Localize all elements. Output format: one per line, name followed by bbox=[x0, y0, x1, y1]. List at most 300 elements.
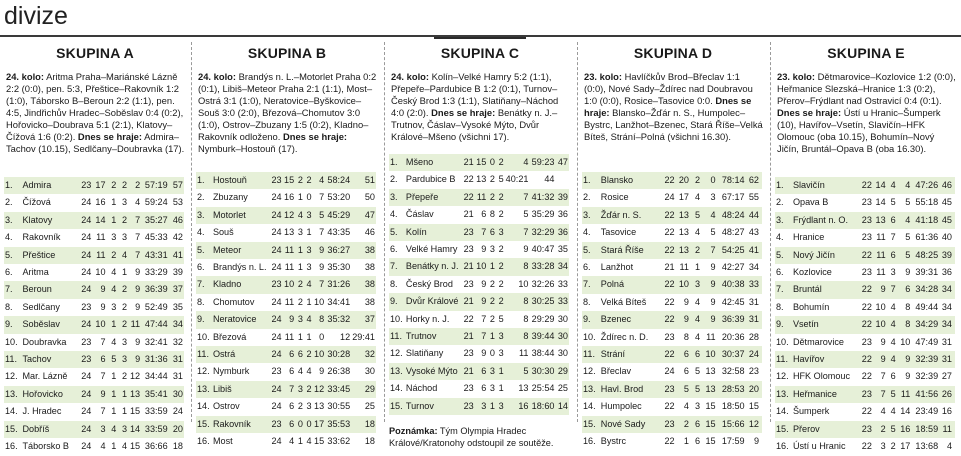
rank-cell: 6. bbox=[4, 264, 21, 281]
rank-cell: 9. bbox=[389, 293, 405, 310]
stat-cell: 6 bbox=[283, 398, 296, 415]
team-cell: Březová bbox=[212, 329, 270, 346]
team-cell: Admira bbox=[21, 177, 77, 194]
rank-cell: 2. bbox=[389, 171, 405, 188]
stat-cell: 22 bbox=[660, 242, 676, 259]
stat-cell: 43 bbox=[746, 224, 760, 241]
stat-cell: 2 bbox=[487, 293, 496, 310]
table-row bbox=[389, 345, 569, 362]
stat-cell: 2 bbox=[117, 299, 128, 316]
today-label: Dnes se hraje: bbox=[428, 107, 496, 118]
round-results bbox=[196, 71, 378, 155]
stat-cell: 1 bbox=[304, 224, 313, 241]
table-row bbox=[196, 276, 376, 293]
table-row bbox=[582, 276, 762, 293]
round-text: Kolín–Velké Hamry 5:2 (1:1), Přepeře–Pardubice B 1:2 (0:1), Turnov–Český Brod 1:3 (1:1), Slatiňany–Náchod 4:0 (2:0). bbox=[391, 71, 559, 118]
stat-cell: 48:25 bbox=[911, 247, 939, 264]
stat-cell: 4 bbox=[117, 247, 128, 264]
rank-cell: 8. bbox=[196, 294, 212, 311]
note-text: Tým Olympia Hradec Králové/Kratonohy odstoupil ze soutěže. bbox=[389, 426, 554, 448]
stat-cell: 42 bbox=[169, 229, 184, 246]
stat-cell: 23 bbox=[858, 386, 873, 403]
stat-cell: 36:27 bbox=[325, 242, 351, 259]
stat-cell: 4 bbox=[690, 294, 701, 311]
stat-cell: 8 bbox=[897, 316, 912, 333]
stat-cell: 21 bbox=[462, 258, 475, 275]
rank-cell: 15. bbox=[389, 398, 405, 415]
stat-cell: 24 bbox=[746, 346, 760, 363]
stat-cell: 24 bbox=[77, 264, 92, 281]
stat-cell: 22 bbox=[660, 294, 676, 311]
stat-cell: 10 bbox=[505, 276, 530, 293]
stat-cell: 1 bbox=[107, 368, 118, 385]
rank-cell: 6. bbox=[389, 241, 405, 258]
stat-cell: 57 bbox=[169, 177, 184, 194]
stat-cell: 13 bbox=[701, 363, 717, 380]
stat-cell: 9 bbox=[897, 368, 912, 385]
stat-cell: 15 bbox=[701, 416, 717, 433]
team-cell: Kolín bbox=[405, 224, 462, 241]
stat-cell: 2 bbox=[487, 189, 496, 206]
stat-cell bbox=[760, 259, 762, 276]
stat-cell: 2 bbox=[117, 281, 128, 298]
rank-cell: 1. bbox=[582, 172, 600, 189]
today-label: Dnes se hraje: bbox=[75, 131, 143, 142]
stat-cell: 39 bbox=[555, 189, 569, 206]
stat-cell: 22 bbox=[462, 189, 475, 206]
group-heading: SKUPINA C bbox=[440, 45, 520, 61]
stat-cell bbox=[760, 363, 762, 380]
stat-cell: 22 bbox=[858, 177, 873, 194]
group-column bbox=[582, 38, 764, 447]
table-row bbox=[4, 281, 184, 298]
stat-cell: 2 bbox=[295, 172, 304, 189]
team-cell: Vsetín bbox=[792, 316, 858, 333]
stat-cell: 11 bbox=[873, 264, 887, 281]
team-cell: Mar. Lázně bbox=[21, 368, 77, 385]
table-row bbox=[775, 299, 955, 316]
rank-cell: 9. bbox=[775, 316, 792, 333]
stat-cell: 7 bbox=[475, 328, 488, 345]
stat-cell: 24 bbox=[270, 224, 283, 241]
rank-cell: 14. bbox=[4, 403, 21, 420]
round-results bbox=[775, 71, 957, 155]
stat-cell: 47:44 bbox=[141, 316, 169, 333]
stat-cell: 18 bbox=[351, 416, 376, 433]
stat-cell: 48:27 bbox=[717, 224, 746, 241]
round-text: Brandýs n. L.–Motorlet Praha 0:2 (0:1), Libiš–Meteor Praha 2:1 (1:1), Most–Ostrá 3:1 (1:0), Neratovice–Byškovice–Souš 3:0 (2:0), Březová–Chomutov 3:0 (1:0), Ostrov–Zbuzany 1:5 (0:2), Kladno–Rakovník odloženo. bbox=[198, 71, 377, 142]
stat-cell: 24 bbox=[270, 259, 283, 276]
stat-cell: 6 bbox=[897, 281, 912, 298]
table-row bbox=[196, 294, 376, 311]
round-label: 24. kolo: bbox=[198, 71, 237, 82]
team-cell: Bystrc bbox=[600, 433, 660, 450]
stat-cell: 6 bbox=[475, 206, 488, 223]
stat-cell: 14 bbox=[92, 212, 106, 229]
stat-cell: 2 bbox=[487, 276, 496, 293]
rank-cell: 3. bbox=[389, 189, 405, 206]
stat-cell: 10 bbox=[873, 299, 887, 316]
stat-cell: 9 bbox=[873, 351, 887, 368]
stat-cell: 34 bbox=[555, 258, 569, 275]
stat-cell: 15 bbox=[701, 433, 717, 450]
stat-cell: 4 bbox=[107, 281, 118, 298]
rank-cell: 1. bbox=[4, 177, 21, 194]
group-column bbox=[196, 38, 378, 447]
stat-cell: 9 bbox=[92, 299, 106, 316]
rank-cell: 7. bbox=[582, 276, 600, 293]
stat-cell: 11 bbox=[92, 229, 106, 246]
table-row bbox=[582, 346, 762, 363]
stat-cell bbox=[953, 351, 955, 368]
table-row bbox=[4, 421, 184, 438]
stat-cell: 57:19 bbox=[141, 177, 169, 194]
stat-cell: 4 bbox=[107, 421, 118, 438]
table-row bbox=[196, 433, 376, 450]
stat-cell: 10 bbox=[283, 276, 296, 293]
stat-cell bbox=[953, 403, 955, 420]
stat-cell: 24 bbox=[77, 229, 92, 246]
rank-cell: 2. bbox=[4, 194, 21, 211]
table-row bbox=[775, 194, 955, 211]
stat-cell: 36 bbox=[939, 264, 953, 281]
stat-cell: 9 bbox=[701, 276, 717, 293]
stat-cell: 17 bbox=[92, 177, 106, 194]
column-divider bbox=[191, 42, 192, 422]
stat-cell: 9 bbox=[313, 259, 326, 276]
stat-cell: 29 bbox=[555, 363, 569, 380]
stat-cell: 8 bbox=[487, 206, 496, 223]
table-row bbox=[775, 438, 955, 455]
rank-cell: 10. bbox=[196, 329, 212, 346]
stat-cell: 6 bbox=[92, 351, 106, 368]
stat-cell: 45:29 bbox=[325, 207, 351, 224]
stat-cell: 3 bbox=[496, 398, 505, 415]
team-cell: HFK Olomouc bbox=[792, 368, 858, 385]
team-cell: Táborsko B bbox=[21, 438, 77, 455]
stat-cell: 24 bbox=[270, 207, 283, 224]
stat-cell: 7 bbox=[92, 368, 106, 385]
stat-cell: 24 bbox=[169, 403, 184, 420]
stat-cell: 24 bbox=[270, 329, 283, 346]
stat-cell: 23 bbox=[746, 363, 760, 380]
stat-cell: 51 bbox=[351, 172, 376, 189]
team-cell: Motorlet bbox=[212, 207, 270, 224]
table-row bbox=[389, 154, 569, 171]
table-row bbox=[196, 189, 376, 206]
stat-cell: 21 bbox=[462, 328, 475, 345]
rank-cell: 8. bbox=[582, 294, 600, 311]
stat-cell: 0 bbox=[487, 345, 496, 362]
stat-cell: 22 bbox=[660, 172, 676, 189]
stat-cell: 13 bbox=[313, 398, 326, 415]
stat-cell: 5 bbox=[496, 311, 505, 328]
stat-cell: 38:44 bbox=[529, 345, 555, 362]
stat-cell: 36:39 bbox=[141, 281, 169, 298]
stat-cell: 4 bbox=[887, 334, 897, 351]
team-cell: Žďár n. S. bbox=[600, 207, 660, 224]
stat-cell: 41 bbox=[169, 247, 184, 264]
team-cell: Velké Hamry bbox=[405, 241, 462, 258]
stat-cell: 30:55 bbox=[325, 398, 351, 415]
stat-cell: 49:44 bbox=[911, 299, 939, 316]
stat-cell: 32:26 bbox=[529, 276, 555, 293]
stat-cell: 8 bbox=[505, 311, 530, 328]
stat-cell: 35:27 bbox=[141, 212, 169, 229]
table-row bbox=[196, 346, 376, 363]
stat-cell: 10 bbox=[475, 258, 488, 275]
rank-cell: 5. bbox=[196, 242, 212, 259]
rank-cell: 1. bbox=[196, 172, 212, 189]
stat-cell: 50 bbox=[351, 189, 376, 206]
table-row bbox=[775, 281, 955, 298]
stat-cell: 11 bbox=[128, 316, 141, 333]
stat-cell: 0 bbox=[295, 416, 304, 433]
rank-cell: 1. bbox=[389, 154, 405, 171]
round-text: Dětmarovice–Kozlovice 1:2 (0:0), Heřmanice Slezská–Hranice 1:3 (0:2), Přerov–Frýdlant nad Ostravicí 0:4 (0:1). bbox=[777, 71, 956, 106]
stat-cell: 5 bbox=[676, 381, 690, 398]
team-cell: Ždírec n. D. bbox=[600, 329, 660, 346]
stat-cell: 24 bbox=[270, 381, 283, 398]
stat-cell: 5 bbox=[690, 207, 701, 224]
stat-cell: 21 bbox=[462, 154, 475, 171]
stat-cell bbox=[953, 438, 955, 455]
stat-cell: 16 bbox=[92, 194, 106, 211]
stat-cell: 62 bbox=[746, 172, 760, 189]
stat-cell: 31 bbox=[939, 334, 953, 351]
rank-cell: 6. bbox=[775, 264, 792, 281]
stat-cell: 7 bbox=[505, 189, 530, 206]
rank-cell: 11. bbox=[196, 346, 212, 363]
group-heading: SKUPINA B bbox=[247, 45, 327, 61]
table-row bbox=[389, 311, 569, 328]
stat-cell: 8 bbox=[676, 329, 690, 346]
today-text: Admira–Tachov (10.15), Sedlčany–Doubravka (17). bbox=[6, 131, 185, 154]
stat-cell: 45:33 bbox=[141, 229, 169, 246]
stat-cell: 15 bbox=[313, 433, 326, 450]
stat-cell: 44 bbox=[746, 207, 760, 224]
team-cell: Slatiňany bbox=[405, 345, 462, 362]
stat-cell bbox=[953, 264, 955, 281]
rank-cell: 13. bbox=[4, 386, 21, 403]
rank-cell: 4. bbox=[389, 206, 405, 223]
today-text: Nymburk–Hostouň (17). bbox=[198, 143, 298, 154]
stat-cell: 43:35 bbox=[325, 224, 351, 241]
stat-cell: 12 bbox=[325, 329, 351, 346]
stat-cell: 22 bbox=[858, 403, 873, 420]
table-row bbox=[775, 334, 955, 351]
rank-cell: 4. bbox=[582, 224, 600, 241]
stat-cell: 23 bbox=[858, 334, 873, 351]
stat-cell: 3 bbox=[690, 398, 701, 415]
stat-cell: 13 bbox=[676, 242, 690, 259]
stat-cell: 9 bbox=[873, 334, 887, 351]
stat-cell: 24 bbox=[77, 421, 92, 438]
team-cell: Dvůr Králové bbox=[405, 293, 462, 310]
stat-cell: 14 bbox=[873, 177, 887, 194]
stat-cell: 8 bbox=[313, 311, 326, 328]
stat-cell: 26:38 bbox=[325, 363, 351, 380]
table-row bbox=[4, 403, 184, 420]
stat-cell: 7 bbox=[128, 229, 141, 246]
stat-cell: 9 bbox=[701, 311, 717, 328]
stat-cell: 2 bbox=[487, 311, 496, 328]
stat-cell: 35:29 bbox=[529, 206, 555, 223]
stat-cell: 45 bbox=[939, 212, 953, 229]
stat-cell: 4 bbox=[701, 207, 717, 224]
stat-cell: 53:20 bbox=[325, 189, 351, 206]
rank-cell: 16. bbox=[196, 433, 212, 450]
table-row bbox=[4, 368, 184, 385]
stat-cell: 1 bbox=[487, 398, 496, 415]
stat-cell: 9 bbox=[475, 293, 488, 310]
stat-cell: 24 bbox=[77, 386, 92, 403]
stat-cell bbox=[760, 207, 762, 224]
stat-cell: 13 bbox=[475, 171, 488, 188]
rank-cell: 6. bbox=[196, 259, 212, 276]
stat-cell: 25 bbox=[555, 380, 569, 397]
table-row bbox=[775, 403, 955, 420]
stat-cell: 1 bbox=[107, 438, 118, 455]
stat-cell: 4 bbox=[304, 363, 313, 380]
stat-cell: 15 bbox=[283, 172, 296, 189]
stat-cell: 24 bbox=[270, 311, 283, 328]
rank-cell: 16. bbox=[4, 438, 21, 455]
stat-cell: 4 bbox=[690, 189, 701, 206]
stat-cell: 0 bbox=[304, 416, 313, 433]
stat-cell: 7 bbox=[475, 224, 488, 241]
stat-cell: 12 bbox=[746, 416, 760, 433]
team-cell: Ostrá bbox=[212, 346, 270, 363]
table-row bbox=[775, 386, 955, 403]
stat-cell: 40:21 bbox=[505, 171, 530, 188]
team-cell: Bzenec bbox=[600, 311, 660, 328]
stat-cell: 34 bbox=[939, 299, 953, 316]
stat-cell: 23 bbox=[270, 363, 283, 380]
stat-cell: 33:62 bbox=[325, 433, 351, 450]
stat-cell: 24 bbox=[77, 247, 92, 264]
table-row bbox=[582, 172, 762, 189]
stat-cell: 1 bbox=[295, 242, 304, 259]
round-text: Aritma Praha–Mariánské Lázně 2:2 (0:0), pen. 5:3, Přeštice–Rakovník 1:2 (1:0), Táborsko B–Beroun 2:2 (1:1), pen. 4:5, Jindřichův Hradec–Soběslav 0:4 (0:2), Hořovicko–Doubrava 5:1 (2:1), Klatovy–Čížová 1:6 (0:2). bbox=[6, 71, 184, 142]
stat-cell: 48:24 bbox=[717, 207, 746, 224]
team-cell: Benátky n. J. bbox=[405, 258, 462, 275]
stat-cell: 31 bbox=[169, 351, 184, 368]
stat-cell: 9 bbox=[701, 259, 717, 276]
team-cell: Náchod bbox=[405, 380, 462, 397]
stat-cell: 6 bbox=[475, 363, 488, 380]
stat-cell: 1 bbox=[295, 189, 304, 206]
stat-cell: 28 bbox=[746, 329, 760, 346]
stat-cell: 6 bbox=[887, 247, 897, 264]
table-row bbox=[389, 189, 569, 206]
stat-cell: 24 bbox=[270, 433, 283, 450]
stat-cell: 23 bbox=[462, 380, 475, 397]
group-column bbox=[389, 38, 571, 448]
round-text: Havlíčkův Brod–Břeclav 1:1 (0:0), Nové Sady–Ždírec nad Doubravou 1:0 (0:0), Rosice–Tasovice 0:0. bbox=[584, 71, 753, 106]
stat-cell: 31 bbox=[746, 311, 760, 328]
team-cell: Ostrov bbox=[212, 398, 270, 415]
stat-cell: 47:49 bbox=[911, 334, 939, 351]
stat-cell: 4 bbox=[505, 154, 530, 171]
stat-cell: 33:28 bbox=[529, 258, 555, 275]
stat-cell: 16 bbox=[897, 421, 912, 438]
team-cell: Kladno bbox=[212, 276, 270, 293]
rank-cell: 13. bbox=[196, 381, 212, 398]
stat-cell: 3 bbox=[295, 381, 304, 398]
rank-cell: 10. bbox=[389, 311, 405, 328]
rank-cell: 14. bbox=[389, 380, 405, 397]
today-text: Ústí u Hranic–Šumperk (10), Havířov–Vsetín, Slavičín–HFK Olomouc (oba 10.15), Bohumín–Nový Jičín, Bruntál–Opava B (oba 16.30). bbox=[777, 107, 941, 154]
stat-cell: 3 bbox=[690, 276, 701, 293]
stat-cell: 38 bbox=[351, 276, 376, 293]
stat-cell: 15 bbox=[746, 398, 760, 415]
stat-cell: 14 bbox=[897, 403, 912, 420]
stat-cell: 5 bbox=[887, 194, 897, 211]
stat-cell: 2 bbox=[496, 241, 505, 258]
stat-cell bbox=[953, 334, 955, 351]
team-cell: Čáslav bbox=[405, 206, 462, 223]
stat-cell bbox=[760, 189, 762, 206]
stat-cell: 4 bbox=[690, 329, 701, 346]
stat-cell: 4 bbox=[887, 316, 897, 333]
stat-cell: 41:32 bbox=[529, 189, 555, 206]
stat-cell: 3 bbox=[117, 351, 128, 368]
rank-cell: 12. bbox=[775, 368, 792, 385]
stat-cell: 45 bbox=[939, 194, 953, 211]
stat-cell: 2 bbox=[496, 258, 505, 275]
stat-cell: 10 bbox=[313, 294, 326, 311]
stat-cell: 1 bbox=[117, 264, 128, 281]
stat-cell: 12 bbox=[128, 368, 141, 385]
stat-cell bbox=[760, 294, 762, 311]
stat-cell: 23 bbox=[77, 299, 92, 316]
stat-cell: 5 bbox=[505, 206, 530, 223]
stat-cell: 44 bbox=[529, 171, 555, 188]
stat-cell: 7 bbox=[313, 224, 326, 241]
stat-cell: 38 bbox=[351, 242, 376, 259]
team-cell: Havířov bbox=[792, 351, 858, 368]
stat-cell: 23 bbox=[858, 212, 873, 229]
stat-cell: 41:56 bbox=[911, 386, 939, 403]
stat-cell: 39 bbox=[939, 247, 953, 264]
stat-cell: 3 bbox=[496, 345, 505, 362]
table-row bbox=[196, 242, 376, 259]
stat-cell: 5 bbox=[897, 229, 912, 246]
table-row bbox=[582, 294, 762, 311]
team-cell: Rakovník bbox=[21, 229, 77, 246]
stat-cell: 4 bbox=[887, 299, 897, 316]
stat-cell: 12 bbox=[313, 381, 326, 398]
team-cell: Tachov bbox=[21, 351, 77, 368]
stat-cell: 15 bbox=[475, 154, 488, 171]
stat-cell: 1 bbox=[107, 316, 118, 333]
table-row bbox=[4, 438, 184, 455]
stat-cell: 0 bbox=[304, 189, 313, 206]
stat-cell: 2 bbox=[690, 172, 701, 189]
team-cell: Souš bbox=[212, 224, 270, 241]
note-label: Poznámka: bbox=[389, 426, 438, 436]
stat-cell: 11 bbox=[283, 294, 296, 311]
stat-cell bbox=[953, 177, 955, 194]
stat-cell: 1 bbox=[107, 386, 118, 403]
round-results bbox=[582, 71, 764, 143]
stat-cell: 16 bbox=[505, 398, 530, 415]
stat-cell: 14 bbox=[128, 421, 141, 438]
stat-cell: 9 bbox=[128, 351, 141, 368]
stat-cell: 11 bbox=[873, 229, 887, 246]
rank-cell: 5. bbox=[389, 224, 405, 241]
